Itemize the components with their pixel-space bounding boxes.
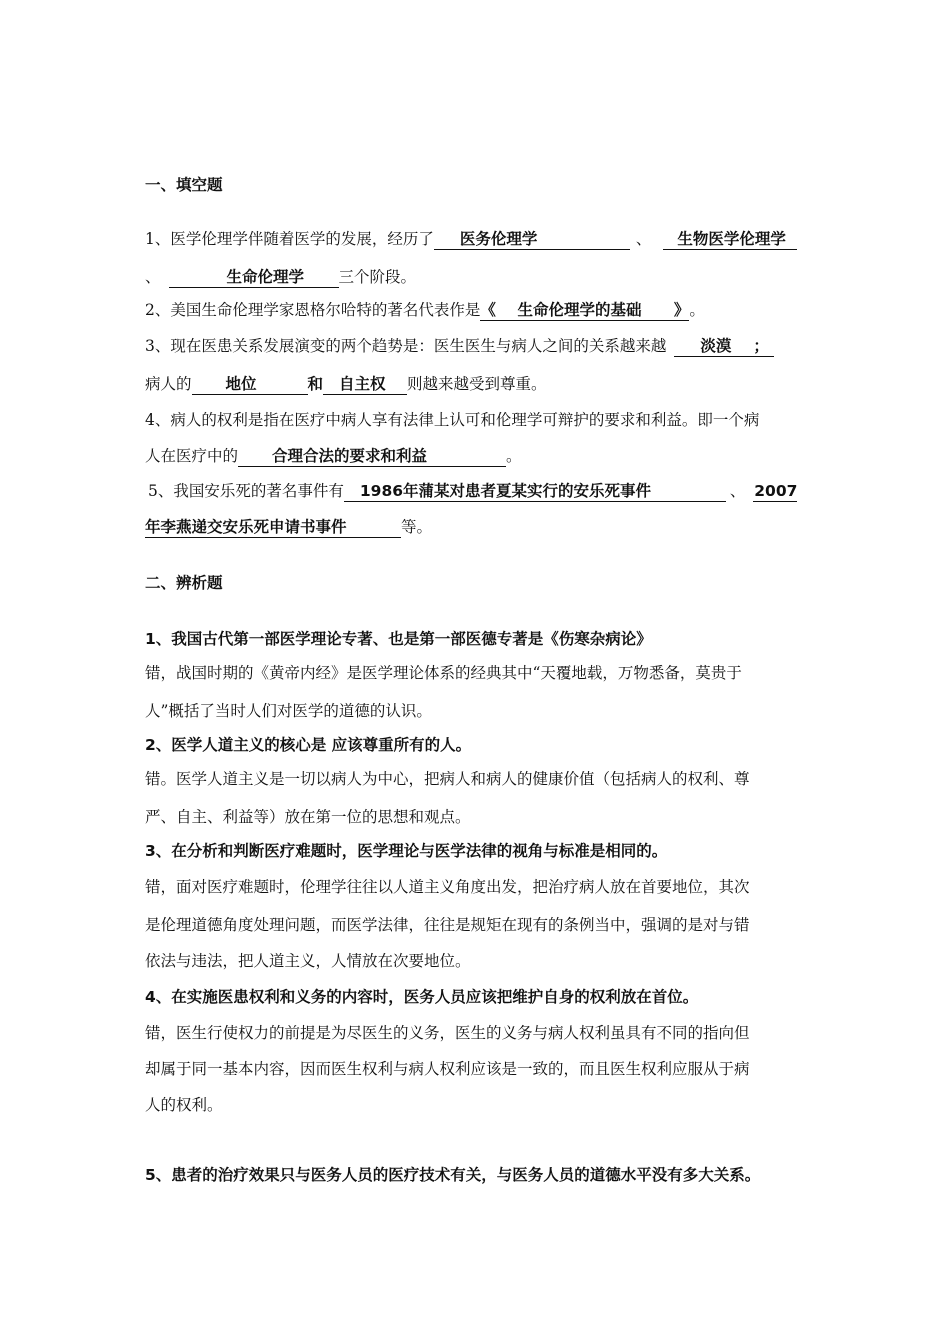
judge-question-2: 2、医学人道主义的核心是 应该尊重所有的人。 [145, 736, 472, 754]
fill-question-5-line2 [145, 516, 432, 538]
fill-question-3-line2 [145, 373, 547, 395]
fill-q3-and: 和 [307, 375, 324, 393]
judge-answer-4-line2: 却属于同一基本内容，因而医生权利与病人权利应该是一致的，而且医生权利应服从于病 [145, 1060, 750, 1078]
fill-q3-answer-2: 地位 [192, 374, 308, 395]
fill-question-1-line1 [145, 228, 797, 250]
judge-question-1: 1、我国古代第一部医学理论专著、也是第一部医德专著是《伤寒杂病论》 [145, 630, 652, 648]
fill-q5-prefix: 5、我国安乐死的著名事件有 [148, 482, 344, 500]
fill-q1-suffix: 三个阶段。 [338, 268, 417, 286]
fill-q5-answer-1: 1986年蒲某对患者夏某实行的安乐死事件 [344, 481, 726, 502]
fill-q2-suffix: 。 [689, 301, 705, 319]
fill-q3-answer-1: 淡漠 ； [674, 336, 774, 357]
fill-q4-suffix: 。 [506, 447, 522, 465]
fill-q1-answer-2: 生物医学伦理学 [663, 229, 797, 250]
fill-q1-sep1: 、 [635, 230, 652, 248]
fill-q5-answer-2-part2: 年李燕递交安乐死申请书事件 [145, 517, 401, 538]
fill-question-4-line2 [145, 445, 522, 467]
fill-q5-suffix: 等。 [401, 518, 433, 536]
judge-answer-2-line2: 严、自主、利益等）放在第一位的思想和观点。 [145, 808, 471, 826]
judge-question-3: 3、在分析和判断医疗难题时，医学理论与医学法律的视角与标准是相同的。 [145, 842, 668, 860]
judge-question-4: 4、在实施医患权利和义务的内容时，医务人员应该把维护自身的权利放在首位。 [145, 988, 699, 1006]
judge-answer-2-line1: 错。医学人道主义是一切以病人为中心，把病人和病人的健康价值（包括病人的权利、尊 [145, 770, 750, 788]
judge-answer-1-line2: 人”概括了当时人们对医学的道德的认识。 [145, 702, 432, 720]
fill-q3-answer-3: 自主权 [323, 374, 407, 395]
fill-question-2 [145, 299, 705, 321]
judge-answer-4-line3: 人的权利。 [145, 1096, 223, 1114]
judge-answer-3-line3: 依法与违法，把人道主义，人情放在次要地位。 [145, 952, 471, 970]
judge-question-5: 5、患者的治疗效果只与医务人员的医疗技术有关，与医务人员的道德水平没有多大关系。 [145, 1166, 761, 1184]
fill-q5-answer-2-part1: 2007 [754, 482, 798, 500]
fill-question-1-line2 [145, 266, 416, 288]
fill-q4-prefix: 人在医疗中的 [145, 447, 239, 465]
fill-q5-sep: 、 [729, 482, 746, 500]
fill-q1-sep2: 、 [145, 268, 161, 286]
judge-answer-3-line2: 是伦理道德角度处理问题，而医学法律，往往是规矩在现有的条例当中，强调的是对与错 [145, 916, 750, 934]
fill-q1-answer-1: 医务伦理学 [434, 229, 630, 250]
fill-q3-prefix2: 病人的 [145, 375, 192, 393]
fill-q2-prefix: 2、美国生命伦理学家恩格尔哈特的著名代表作是 [145, 301, 481, 319]
fill-question-3-line1 [145, 335, 774, 357]
judge-answer-3-line1: 错，面对医疗难题时，伦理学往往以人道主义角度出发，把治疗病人放在首要地位，其次 [145, 878, 750, 896]
fill-question-5-line1 [148, 480, 797, 502]
fill-q2-answer-1: 《 生命伦理学的基础 》 [480, 301, 690, 319]
judge-answer-1-line1: 错，战国时期的《黄帝内经》是医学理论体系的经典其中“天覆地载，万物悉备，莫贵于 [145, 664, 742, 682]
fill-q3-prefix: 3、现在医患关系发展演变的两个趋势是：医生医生与病人之间的关系越来越 [145, 337, 667, 355]
fill-q1-answer-3: 生命伦理学 [169, 267, 339, 288]
section-title-judge: 二、辨析题 [145, 574, 223, 592]
fill-question-4-line1: 4、病人的权利是指在医疗中病人享有法律上认可和伦理学可辩护的要求和利益。即一个病 [145, 411, 760, 429]
judge-answer-4-line1: 错，医生行使权力的前提是为尽医生的义务，医生的义务与病人权利虽具有不同的指向但 [145, 1024, 750, 1042]
fill-q1-prefix: 1、医学伦理学伴随着医学的发展，经历了 [145, 230, 434, 248]
section-title-fill: 一、填空题 [145, 176, 223, 194]
fill-q4-answer-1: 合理合法的要求和利益 [238, 446, 506, 467]
fill-q3-suffix: 则越来越受到尊重。 [407, 375, 547, 393]
